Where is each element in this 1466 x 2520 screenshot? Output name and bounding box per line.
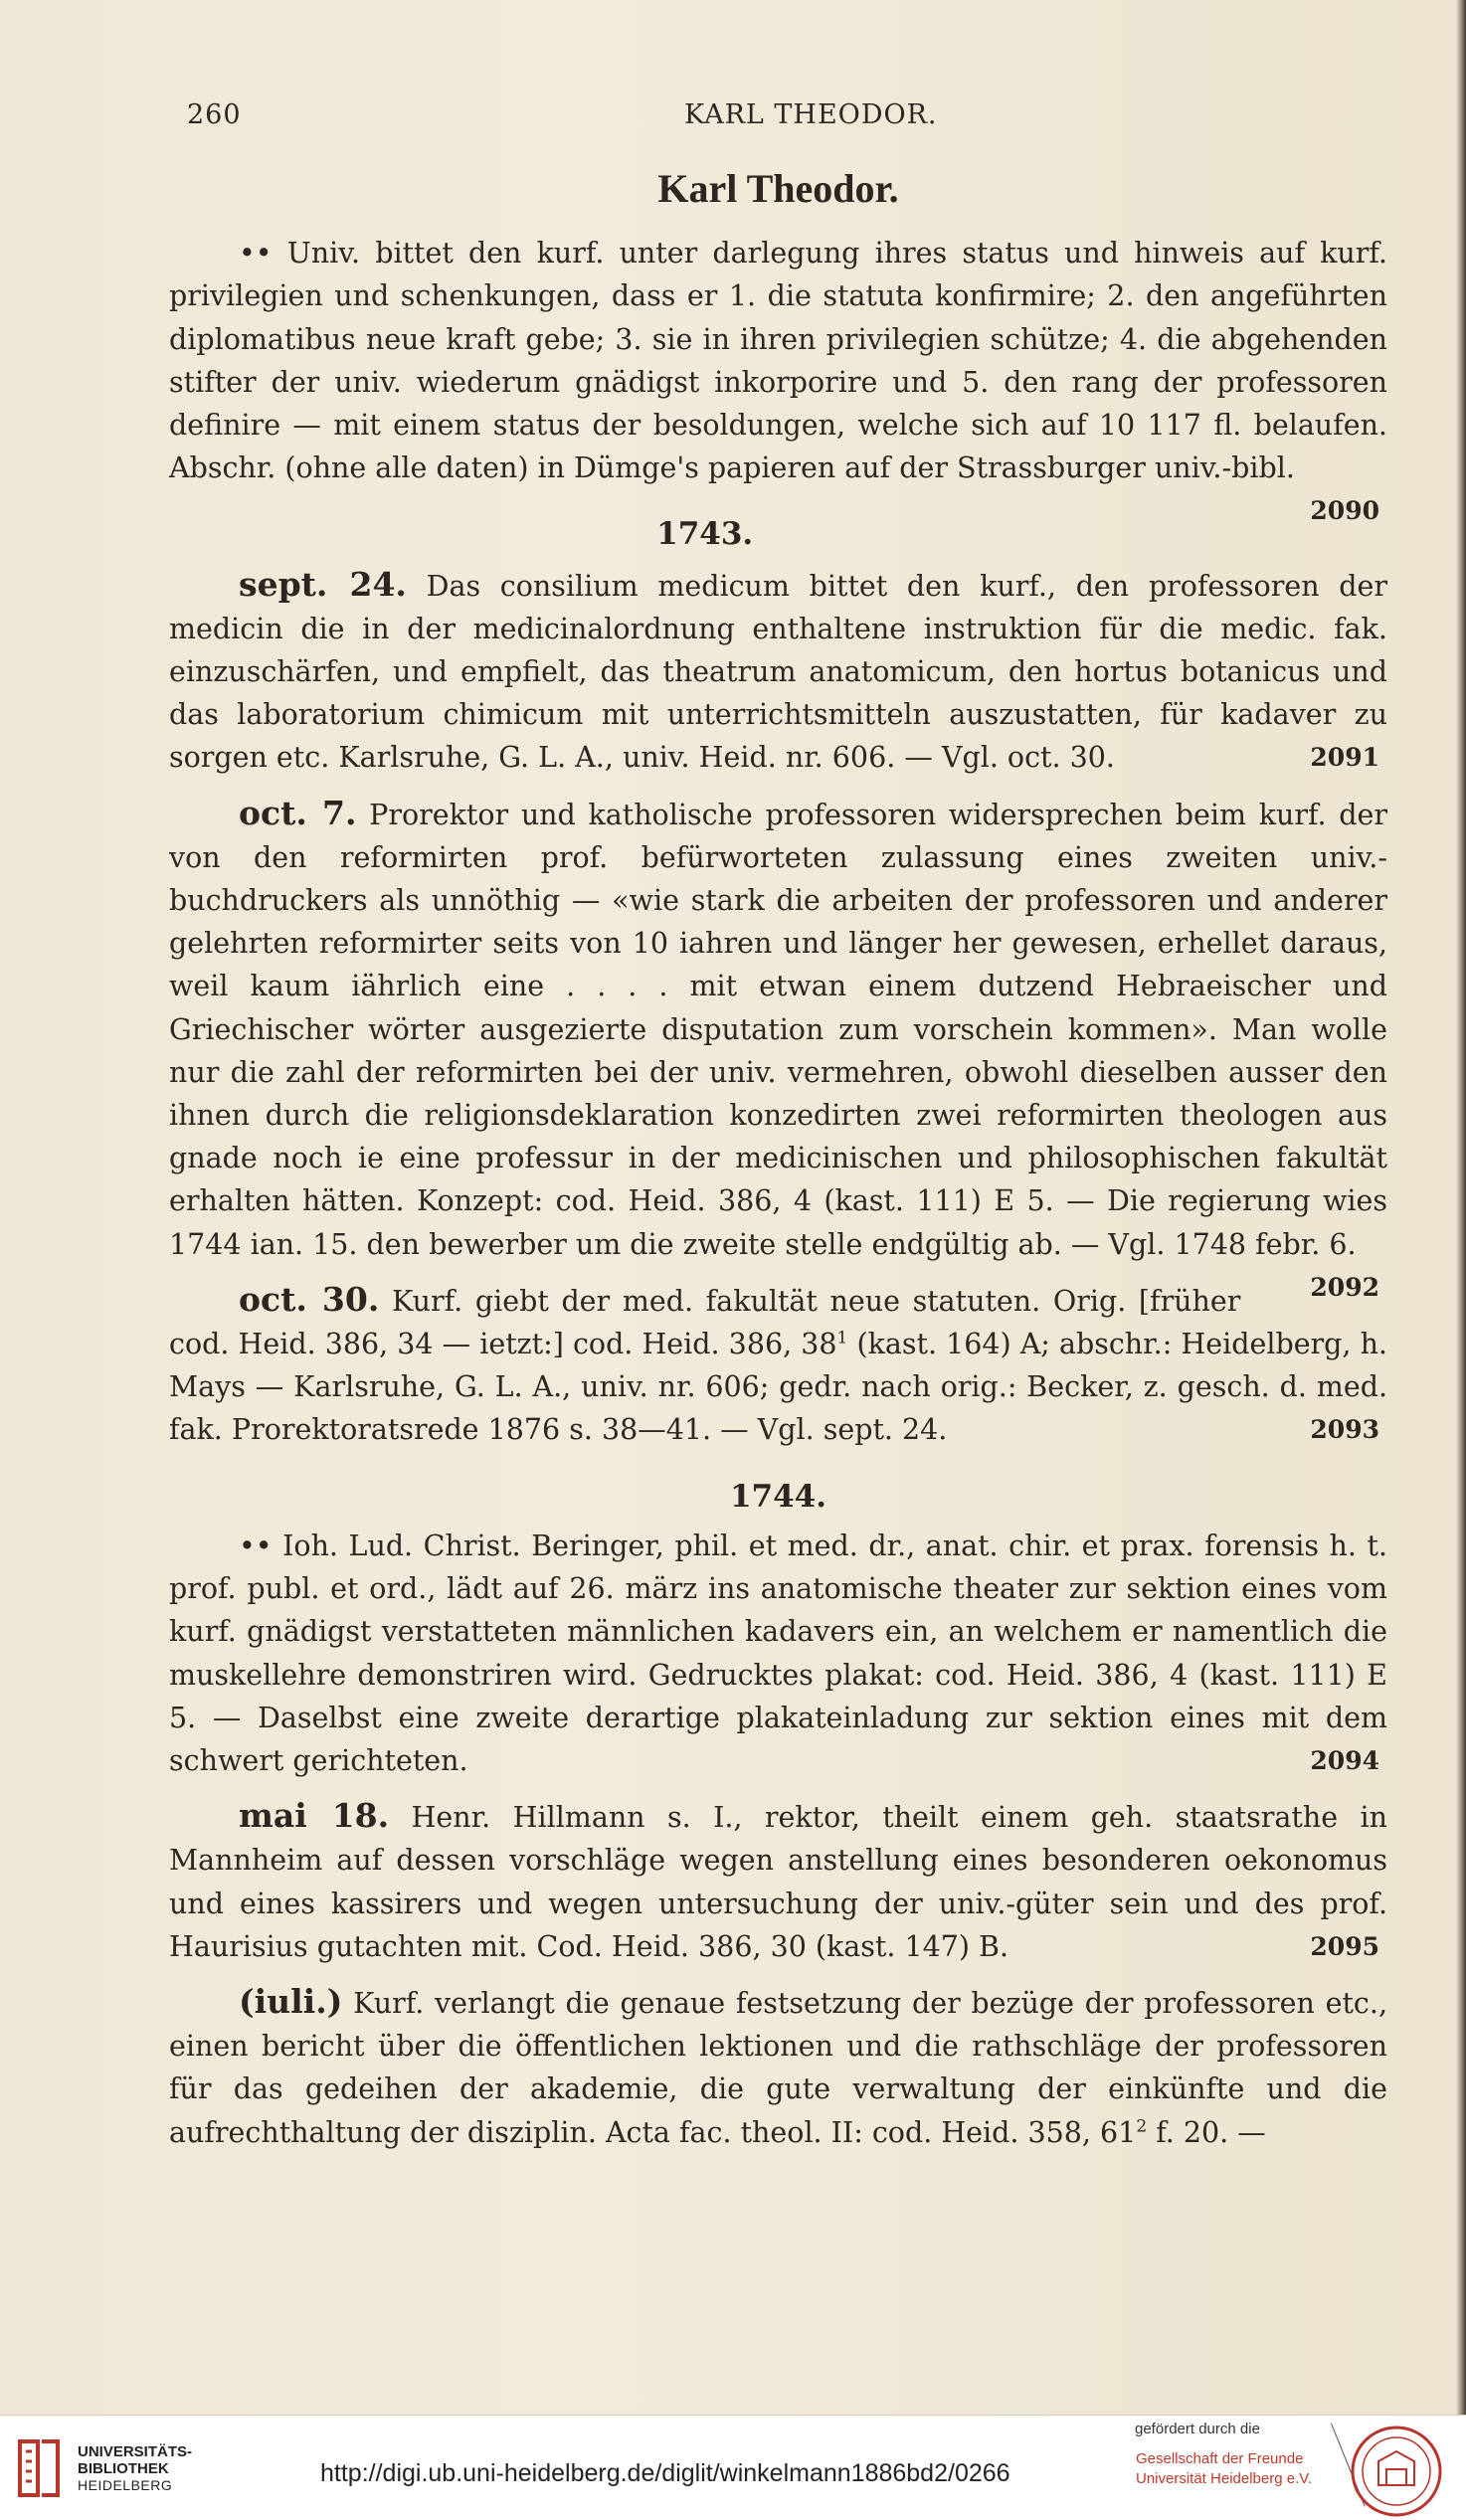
entry-iuli [169,1980,1387,2154]
entry-2095 [169,1794,1387,1968]
viewer-footer [0,2415,1466,2520]
entry-date: (iuli.) [239,1981,343,2021]
page-body [169,167,1387,2166]
permalink-url[interactable]: http://digi.ub.uni-heidelberg.de/diglit/winkelmann1886bd2/0266 [320,2459,1010,2487]
superscript: 1 [836,1328,848,1349]
library-logo-icon[interactable] [14,2437,64,2499]
running-title: KARL THEODOR. [684,99,938,130]
society-name-line1: Gesellschaft der Freunde [1136,2450,1304,2467]
library-city: HEIDELBERG [78,2477,173,2493]
entry-date: oct. 7. [239,793,357,832]
university-seal-icon [1349,2424,1444,2519]
library-name-line2: BIBLIOTHEK [78,2460,169,2477]
running-head [0,99,1466,139]
section-title: Karl Theodor. [657,166,899,211]
library-name-line1: UNIVERSITÄTS- [78,2443,193,2460]
entry-number: 2093 [1310,1415,1379,1445]
entry-number: 2090 [1310,496,1379,526]
entry-text: Henr. Hillmann s. I., rektor, theilt einem geh. staatsrathe in Mannheim auf dessen vorschläge wegen anstellung eines besonderen oekonomus und eines kassirers und wegen untersuchung der univ.-güter sein und des prof. Haurisius gutachten mit. Cod. Heid. 386, 30 (kast. 147) B. [169,1801,1387,1963]
year-heading-1743: 1743. [656,516,754,553]
year-heading-1744: 1744. [729,1478,827,1515]
entry-text: Kurf. verlangt die genaue festsetzung der bezüge der professoren etc., einen bericht über die öffentlichen lektionen und die rathschläge der professoren für das gedeihen der akademie, die gute verwaltung der einkünfte und die aufrechthaltung der disziplin. Acta fac. theol. II: cod. Heid. 358, 61 [169,1986,1388,2149]
entry-text: Das consilium medicum bittet den kurf., den professoren der medicin die in der medicinalordnung enthaltene instruktion für die medic. fak. einzuschärfen, und empfielt, das theatrum anatomicum, den hortus botanicus und das laboratorium chimicum mit unterrichtsmitteln auszustatten, für kadaver zu sorgen etc. Karlsruhe, G. L. A., univ. Heid. nr. 606. — Vgl. oct. 30. [169,569,1387,775]
entry-text: Prorektor und katholische professoren widersprechen beim kurf. der von den reformirten prof. befürworteten zulassung eines zweiten univ.-buchdruckers als unnöthig — «wie stark die arbeiten der professoren und anderer gelehrten reformirter seits von 10 iahren und länger her gewesen, erhellet daraus, weil kaum iährlich eine . . . . mit etwan einem dutzend Hebraeischer und Griechischer wörter ausgezierte disputation zum vorschein kommen». Man wolle nur die zahl der reformirten bei der univ. vermehren, obwohl dieselben ausser den ihnen durch die religionsdeklaration konzedirten zwei reformirten theologen aus gnade noch ie eine professur in der medicinischen und philosophischen fakultät erhalten hätten. Konzept: cod. Heid. 386, 4 (kast. 111) E 5. — Die regierung wies 1744 ian. 15. den bewerber um die zweite stelle endgültig ab. — Vgl. 1748 febr. 6. [169,798,1387,1261]
entry-2090 [169,232,1387,526]
entry-text: Kurf. giebt der med. fakultät neue statuten. Orig. [früher cod. Heid. 386, 34 — ietzt:] cod. Heid. 386, 38 [169,1284,1241,1361]
entry-number: 2094 [1310,1745,1379,1775]
entry-2091 [169,563,1387,780]
society-name[interactable] [1136,2449,1312,2489]
entry-date: mai 18. [239,1796,390,1836]
entry-number: 2092 [1310,1272,1379,1302]
entry-text: •• Ioh. Lud. Christ. Beringer, phil. et med. dr., anat. chir. et prax. forensis h. t. prof. publ. et ord., lädt auf 26. märz ins anatomische theater zur sektion eines vom kurf. gnädigst verstatteten männlichen kadavers ein, an welchem er namentlich die muskellehre demonstriren wird. Gedrucktes plakat: cod. Heid. 386, 4 (kast. 111) E 5. — Daselbst eine zweite derartige plakateinladung zur sektion eines mit dem schwert gerichteten. [169,1529,1387,1777]
entry-date: sept. 24. [239,564,407,604]
entry-date: oct. 30. [239,1279,380,1319]
entry-2093 [169,1278,1387,1452]
page-number: 260 [187,99,242,130]
entry-number: 2095 [1310,1931,1379,1961]
entry-number: 2091 [1310,743,1379,773]
funded-by-label: gefördert durch die [1135,2421,1260,2437]
society-name-line2: Universität Heidelberg e.V. [1136,2470,1313,2487]
page-spine-shadow [1456,0,1466,2415]
entry-text-cont: f. 20. — [1147,2115,1266,2149]
superscript: 2 [1136,2116,1148,2137]
library-name [78,2443,192,2494]
entry-2094 [169,1525,1387,1782]
entry-text: •• Univ. bittet den kurf. unter darlegung ihres status und hinweis auf kurf. privilegien und schenkungen, dass er 1. die statuta konfirmire; 2. den angeführten diplomatibus neue kraft gebe; 3. sie in ihren privilegien schütze; 4. die abgehenden stifter der univ. wiederum gnädigst inkorporire und 5. den rang der professoren definire — mit einem status der besoldungen, welche sich auf 10 117 fl. belaufen. Abschr. (ohne alle daten) in Dümge's papieren auf der Strassburger univ.-bibl. [169,237,1387,485]
entry-text-cont: (kast. 164) A; abschr.: Heidelberg, h. Mays — Karlsruhe, G. L. A., univ. nr. 606; gedr. nach orig.: Becker, z. gesch. d. med. fak. Prorektoratsrede 1876 s. 38—41. — Vgl. sept. 24. [169,1328,1387,1447]
